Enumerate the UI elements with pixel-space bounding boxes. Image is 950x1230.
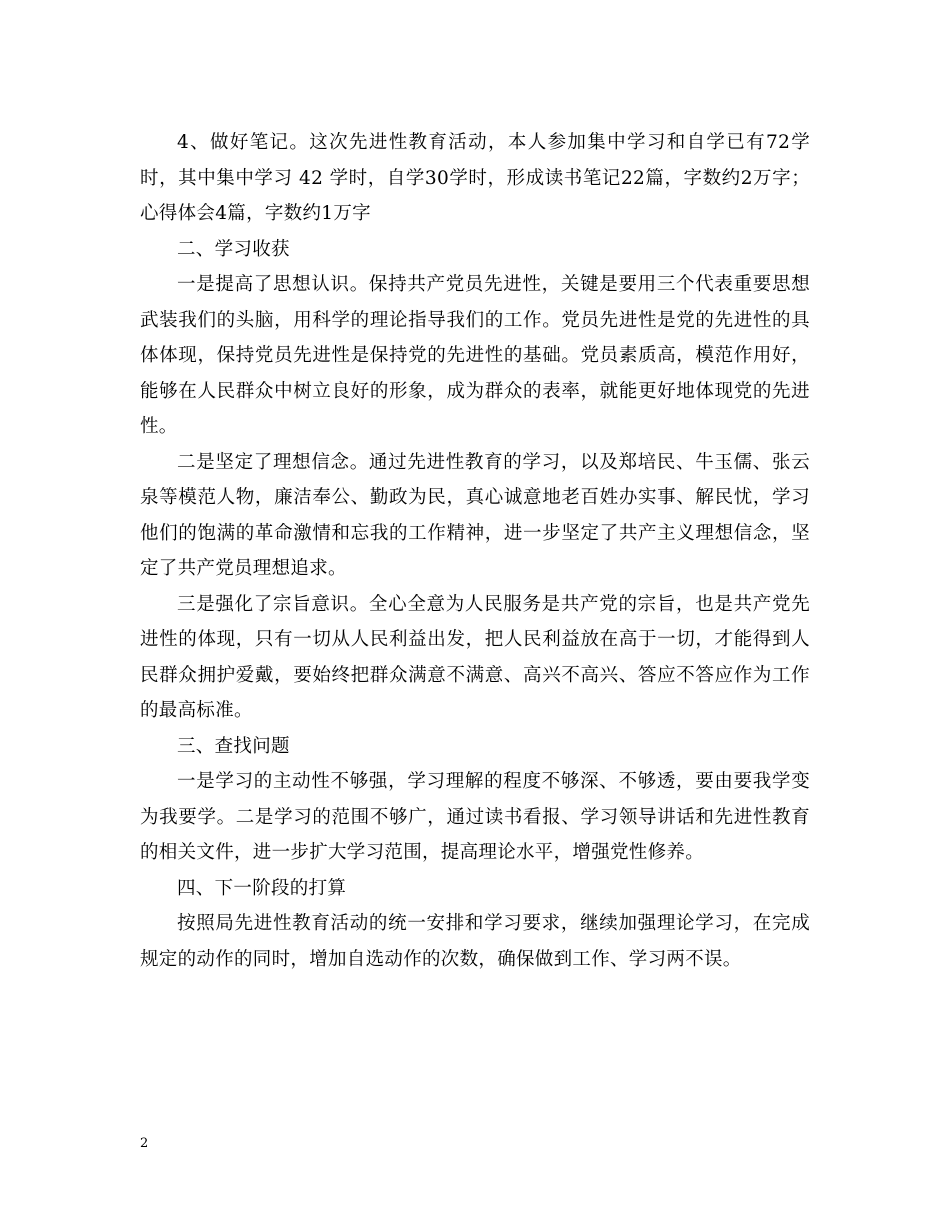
paragraph-problems: 一是学习的主动性不够强，学习理解的程度不够深、不够透，要由要我学变为我要学。二是学习的范围不够广，通过读书看报、学习领导讲话和先进性教育的相关文件，进一步扩大学习范围，提高理论水平，增强党性修养。 xyxy=(140,771,810,863)
page-number: 2 xyxy=(140,1136,149,1151)
paragraph-gain-2: 二是坚定了理想信念。通过先进性教育的学习，以及郑培民、牛玉儒、张云泉等模范人物，廉洁奉公、勤政为民，真心诚意地老百姓办实事、解民忧，学习他们的饱满的革命激情和忘我的工作精神，进一步坚定了共产主义理想信念，坚定了共产党员理想追求。 xyxy=(140,451,810,579)
document-body xyxy=(140,125,810,977)
paragraph-notes: 4、做好笔记。这次先进性教育活动，本人参加集中学习和自学已有72学时，其中集中学习 42 学时，自学30学时，形成读书笔记22篇，字数约2万字；心得体会4篇，字数约1万字 xyxy=(140,132,810,224)
paragraph-gain-1: 一是提高了思想认识。保持共产党员先进性，关键是要用三个代表重要思想武装我们的头脑，用科学的理论指导我们的工作。党员先进性是党的先进性的具体体现，保持党员先进性是保持党的先进性的基础。党员素质高，模范作用好，能够在人民群众中树立良好的形象，成为群众的表率，就能更好地体现党的先进性。 xyxy=(140,274,810,437)
paragraph-gain-3: 三是强化了宗旨意识。全心全意为人民服务是共产党的宗旨，也是共产党先进性的体现，只有一切从人民利益出发，把人民利益放在高于一切，才能得到人民群众拥护爱戴，要始终把群众满意不满意、高兴不高兴、答应不答应作为工作的最高标准。 xyxy=(140,593,810,721)
section-heading-problems: 三、查找问题 xyxy=(177,735,290,757)
paragraph-next-steps: 按照局先进性教育活动的统一安排和学习要求，继续加强理论学习，在完成规定的动作的同时，增加自选动作的次数，确保做到工作、学习两不误。 xyxy=(140,913,810,970)
section-heading-next-steps: 四、下一阶段的打算 xyxy=(177,877,347,899)
section-heading-gains: 二、学习收获 xyxy=(177,238,290,260)
